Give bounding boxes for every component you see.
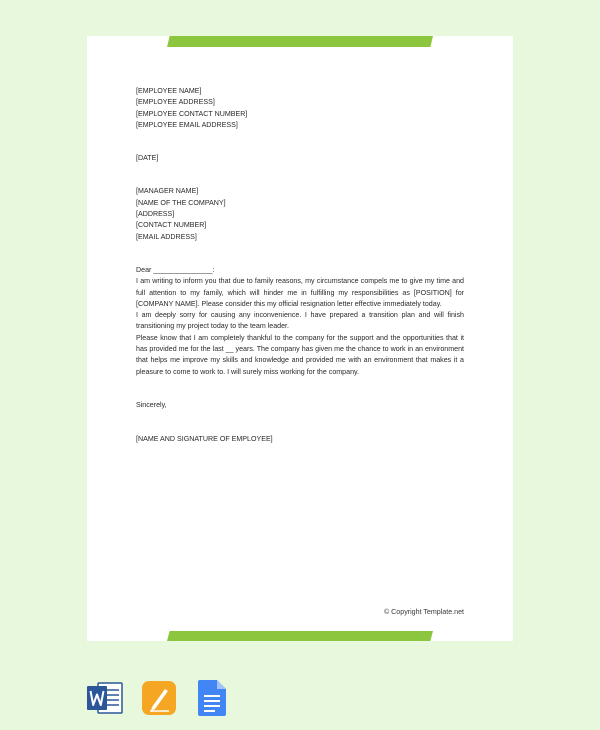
recipient-block (136, 186, 464, 242)
paragraph: I am writing to inform you that due to family reasons, my circumstance compels me to give my time and full attention to my family, which will hinder me in fulfilling my responsibilities as [POSITION] for [COMPANY NAME]. Please consider this my official resignation letter effective immediately today. (136, 277, 464, 308)
recipient-line: [NAME OF THE COMPANY] (136, 198, 226, 207)
top-accent-bar (167, 36, 433, 47)
sender-line: [EMPLOYEE ADDRESS] (136, 98, 215, 107)
salutation: Dear _______________: (136, 265, 215, 274)
recipient-line: [CONTACT NUMBER] (136, 221, 207, 230)
recipient-line: [MANAGER NAME] (136, 187, 199, 196)
pages-icon[interactable] (142, 680, 176, 716)
paragraph: Please know that I am completely thankful to the company for the support and the opportunities that it has provided me for the last __ years. The company has given me the chance to work in an environment that helps me improve my skills and knowledge and provided me with an environment that makes it a pleasure to come to work to. I will surely miss working for the company. (136, 333, 464, 376)
letter-body (136, 86, 464, 446)
recipient-line: [EMAIL ADDRESS] (136, 232, 197, 241)
signature: [NAME AND SIGNATURE OF EMPLOYEE] (136, 435, 273, 444)
word-icon[interactable] (86, 680, 124, 716)
sender-line: [EMPLOYEE CONTACT NUMBER] (136, 109, 248, 118)
sender-line: [EMPLOYEE NAME] (136, 87, 202, 95)
sender-block (136, 86, 464, 131)
letter-date: [DATE] (136, 154, 159, 163)
google-docs-icon[interactable] (198, 680, 226, 716)
paragraph: I am deeply sorry for causing any inconvenience. I have prepared a transition plan and will finish transitioning my project today to the team leader. (136, 311, 464, 331)
bottom-accent-bar (167, 631, 433, 641)
copyright-notice: © Copyright Template.net (383, 608, 464, 616)
recipient-line: [ADDRESS] (136, 210, 175, 219)
closing: Sincerely, (136, 400, 167, 409)
sender-line: [EMPLOYEE EMAIL ADDRESS] (136, 120, 238, 129)
